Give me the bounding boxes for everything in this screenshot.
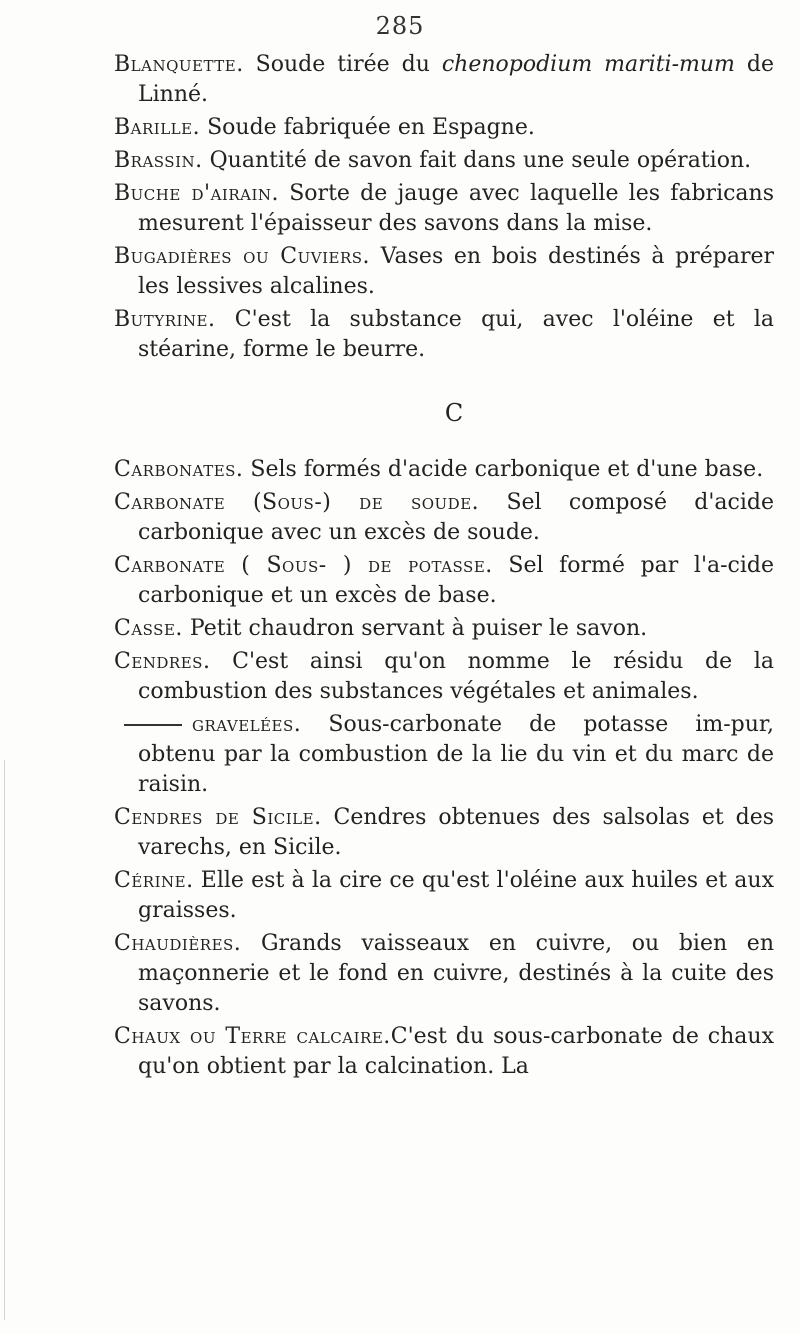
entry-definition-end: de Linné.	[138, 52, 774, 107]
entry-term: Butyrine.	[114, 307, 216, 332]
glossary-entry-cerine	[114, 866, 774, 926]
glossary-entry-cendres-de-sicile	[114, 803, 774, 863]
entry-definition: Soude fabriquée en Espagne.	[200, 115, 535, 140]
glossary-entry-chaux	[114, 1022, 774, 1082]
entry-italic-term: chenopodium mariti-mum	[441, 52, 735, 77]
glossary-entry-casse	[114, 614, 774, 644]
glossary-entry-carbonates	[114, 455, 774, 485]
glossary-entry-cendres-gravelees	[114, 710, 774, 800]
entry-definition: Quantité de savon fait dans une seule opération.	[202, 148, 752, 173]
entry-definition: Sous-carbonate de potasse im-pur, obtenu par la combustion de la lie du vin et du marc de raisin.	[138, 712, 774, 797]
entry-definition: Petit chaudron servant à puiser le savon.	[182, 616, 648, 641]
entry-definition: Sels formés d'acide carbonique et d'une base.	[243, 457, 764, 482]
entry-term: Carbonate (Sous-) de soude.	[114, 490, 480, 515]
entry-definition: Sorte de jauge avec laquelle les fabricans mesurent l'épaisseur des savons dans la mise.	[138, 181, 775, 236]
entry-definition: Soude tirée du	[243, 52, 442, 77]
entry-definition: C'est du sous-carbonate de chaux qu'on obtient par la calcination. La	[138, 1024, 774, 1079]
glossary-entry-blanquette	[114, 50, 774, 110]
glossary-entries	[114, 50, 774, 1085]
glossary-entry-brassin	[114, 146, 774, 176]
glossary-entry-buche-d-airain	[114, 179, 774, 239]
entry-term: gravelées.	[192, 712, 302, 737]
glossary-entry-butyrine	[114, 305, 774, 365]
glossary-entry-barille	[114, 113, 774, 143]
repeat-term-dash	[124, 724, 182, 726]
glossary-entry-chaudieres	[114, 929, 774, 1019]
entry-term: Blanquette.	[114, 52, 244, 77]
entry-term: Bugadières ou Cuviers.	[114, 244, 371, 269]
entry-term: Carbonate ( Sous- ) de potasse.	[114, 553, 493, 578]
entry-term: Buche d'airain.	[114, 181, 280, 206]
entry-term: Cérine.	[114, 868, 194, 893]
entry-term: Chaudières.	[114, 931, 242, 956]
entry-term: Barille.	[114, 115, 201, 140]
entry-definition: Cendres obtenues des salsolas et des varechs, en Sicile.	[138, 805, 774, 860]
page-number: 285	[375, 12, 425, 40]
entry-term: Casse.	[114, 616, 183, 641]
glossary-entry-cendres	[114, 647, 774, 707]
glossary-entry-bugadieres	[114, 242, 774, 302]
entry-definition: Grands vaisseaux en cuivre, ou bien en maçonnerie et le fond en cuivre, destinés à la cuite des savons.	[138, 931, 774, 1016]
entry-definition: Sel formé par l'a-cide carbonique et un excès de base.	[138, 553, 774, 608]
entry-definition: C'est la substance qui, avec l'oléine et la stéarine, forme le beurre.	[138, 307, 774, 362]
entry-term: Carbonates.	[114, 457, 244, 482]
section-letter-heading: C	[444, 399, 464, 427]
glossary-entry-sous-carbonate-de-soude	[114, 488, 774, 548]
entry-term: Cendres.	[114, 649, 211, 674]
entry-term: Brassin.	[114, 148, 203, 173]
entry-definition: Sel composé d'acide carbonique avec un excès de soude.	[138, 490, 774, 545]
entry-definition: C'est ainsi qu'on nomme le résidu de la combustion des substances végétales et animales.	[138, 649, 774, 704]
page-edge-shadow	[4, 760, 5, 1320]
entry-term: Chaux ou Terre calcaire.	[114, 1024, 391, 1049]
entry-definition: Elle est à la cire ce qu'est l'oléine aux huiles et aux graisses.	[138, 868, 774, 923]
entry-term: Cendres de Sicile.	[114, 805, 322, 830]
entry-definition: Vases en bois destinés à préparer les lessives alcalines.	[138, 244, 775, 299]
glossary-entry-sous-carbonate-de-potasse	[114, 551, 774, 611]
